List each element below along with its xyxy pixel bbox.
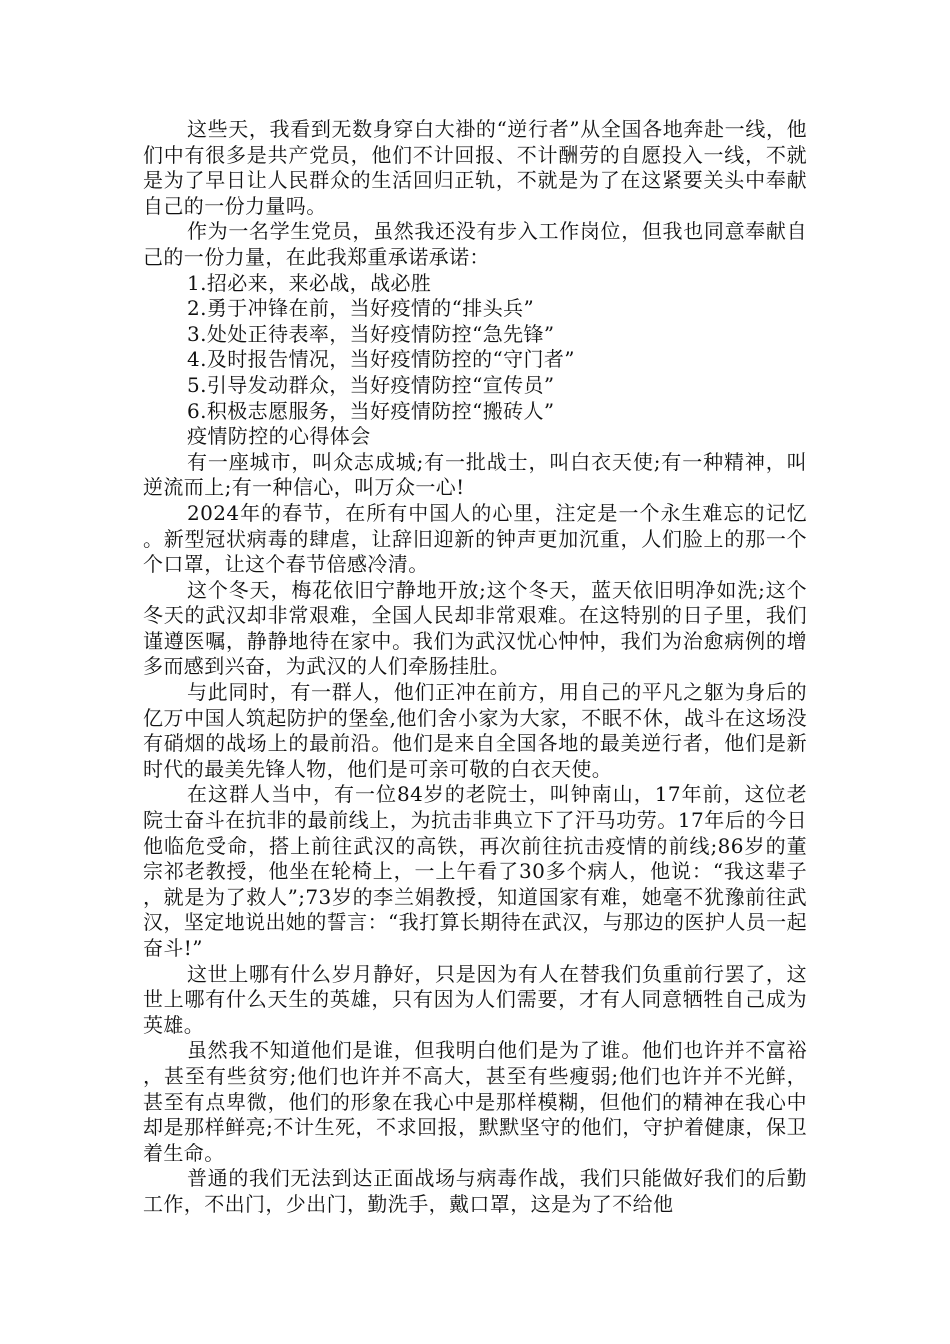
paragraph-spring-festival: 2024年的春节，在所有中国人的心里，注定是一个永生难忘的记忆。新型冠状病毒的肆虐，让辞旧迎新的钟声更加沉重，人们脸上的那一个个口罩，让这个春节倍感冷清。 (143, 500, 807, 577)
section-heading: 疫情防控的心得体会 (187, 424, 371, 449)
paragraph-ordinary-people: 普通的我们无法到达正面战场与病毒作战，我们只能做好我们的后勤工作，不出门，少出门，勤洗手，戴口罩，这是为了不给他 (143, 1166, 807, 1216)
paragraph-city: 有一座城市，叫众志成城;有一批战士，叫白衣天使;有一种精神，叫逆流而上;有一种信心，叫万众一心! (143, 449, 807, 500)
pledge-item-3: 3.处处正待表率，当好疫情防控“急先锋” (187, 321, 555, 346)
paragraph-academicians: 在这群人当中，有一位84岁的老院士，叫钟南山，17年前，这位老院士奋斗在抗非的最前线上，为抗击非典立下了汗马功劳。17年后的今日他临危受命，搭上前往武汉的高铁，再次前往抗击疫情的前线;86岁的董宗祁老教授，他坐在轮椅上，一上午看了30多个病人，他说：“我这辈子，就是为了救人”;73岁的李兰娟教授，知道国家有难，她毫不犹豫前往武汉，坚定地说出她的誓言：“我打算长期待在武汉，与那边的医护人员一起奋斗!” (143, 782, 807, 960)
pledge-item-6: 6.积极志愿服务，当好疫情防控“搬砖人” (187, 398, 555, 423)
pledge-item-4: 4.及时报告情况，当好疫情防控的“守门者” (187, 347, 575, 372)
paragraph-heroes: 这世上哪有什么岁月静好，只是因为有人在替我们负重前行罢了，这世上哪有什么天生的英雄，只有因为人们需要，才有人同意牺牲自己成为英雄。 (143, 961, 807, 1037)
paragraph-frontline: 与此同时，有一群人，他们正冲在前方，用自己的平凡之躯为身后的亿万中国人筑起防护的堡垒,他们舍小家为大家，不眠不休，战斗在这场没有硝烟的战场上的最前沿。他们是来自全国各地的最美逆行者，他们是新时代的最美先锋人物，他们是可亲可敬的白衣天使。 (143, 680, 807, 781)
document-body (143, 117, 807, 1218)
pledge-item-5: 5.引导发动群众，当好疫情防控“宣传员” (187, 372, 555, 397)
pledge-item-1: 1.招必来，来必战，战必胜 (187, 270, 432, 295)
paragraph-retrogrades: 这些天，我看到无数身穿白大褂的“逆行者”从全国各地奔赴一线，他们中有很多是共产党员，他们不计回报、不计酬劳的自愿投入一线，不就是为了早日让人民群众的生活回归正轨，不就是为了在这紧要关头中奉献自己的一份力量吗。 (143, 117, 807, 218)
pledge-item-2: 2.勇于冲锋在前，当好疫情的“排头兵” (187, 296, 535, 321)
paragraph-unknown-heroes: 虽然我不知道他们是谁，但我明白他们是为了谁。他们也许并不富裕，甚至有些贫穷;他们也许并不高大，甚至有些瘦弱;他们也许并不光鲜，甚至有点卑微，他们的形象在我心中是那样模糊，但他们的精神在我心中却是那样鲜亮;不计生死，不求回报，默默坚守的他们，守护着健康，保卫着生命。 (143, 1038, 807, 1165)
paragraph-winter: 这个冬天，梅花依旧宁静地开放;这个冬天，蓝天依旧明净如洗;这个冬天的武汉却非常艰难，全国人民却非常艰难。在这特别的日子里，我们谨遵医嘱，静静地待在家中。我们为武汉忧心忡忡，我们为治愈病例的增多而感到兴奋，为武汉的人们牵肠挂肚。 (143, 577, 807, 679)
paragraph-student-pledge-intro: 作为一名学生党员，虽然我还没有步入工作岗位，但我也同意奉献自己的一份力量，在此我郑重承诺承诺： (143, 219, 807, 269)
